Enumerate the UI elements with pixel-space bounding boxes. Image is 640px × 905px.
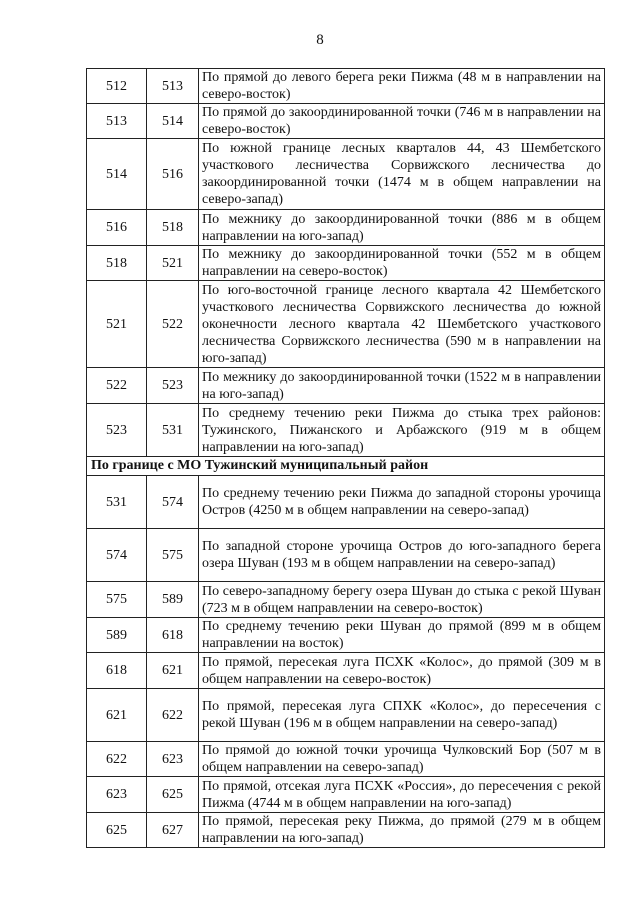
table-row: [87, 69, 605, 104]
boundary-description: По прямой до закоординированной точки (746 м в направлении на северо-восток): [199, 104, 605, 139]
table-row: [87, 742, 605, 777]
from-point: 512: [87, 69, 147, 104]
table-row: [87, 281, 605, 368]
from-point: 589: [87, 618, 147, 653]
to-point: 623: [147, 742, 199, 777]
from-point: 523: [87, 404, 147, 457]
from-point: 522: [87, 368, 147, 404]
boundary-description: По южной границе лесных кварталов 44, 43 Шембетского участкового лесничества Сорвижского лесничества до закоординированной точки (1474 м в общем направлении на северо-запад): [199, 139, 605, 210]
to-point: 513: [147, 69, 199, 104]
from-point: 531: [87, 476, 147, 529]
boundary-table: [86, 68, 605, 848]
boundary-description: По прямой, отсекая луга ПСХК «Россия», до пересечения с рекой Пижма (4744 м в общем направлении на юго-запад): [199, 777, 605, 813]
table-row: [87, 210, 605, 246]
from-point: 574: [87, 529, 147, 582]
to-point: 518: [147, 210, 199, 246]
to-point: 523: [147, 368, 199, 404]
section-header-row: [87, 457, 605, 476]
from-point: 623: [87, 777, 147, 813]
from-point: 518: [87, 246, 147, 281]
section-title: По границе с МО Тужинский муниципальный район: [87, 457, 605, 476]
to-point: 575: [147, 529, 199, 582]
from-point: 516: [87, 210, 147, 246]
to-point: 621: [147, 653, 199, 689]
table-row: [87, 582, 605, 618]
to-point: 589: [147, 582, 199, 618]
boundary-description: По юго-восточной границе лесного квартала 42 Шембетского участкового лесничества Сорвижского лесничества до южной оконечности лесного квартала 42 Шембетского участкового лесничества Сорвижского лесничества (590 м в направлении на юго-запад): [199, 281, 605, 368]
page-number: 8: [316, 32, 324, 48]
table-row: [87, 689, 605, 742]
boundary-description: По западной стороне урочища Остров до юго-западного берега озера Шуван (193 м в общем направлении на северо-запад): [199, 529, 605, 582]
to-point: 516: [147, 139, 199, 210]
to-point: 521: [147, 246, 199, 281]
boundary-description: По межнику до закоординированной точки (886 м в общем направлении на юго-запад): [199, 210, 605, 246]
to-point: 627: [147, 813, 199, 848]
from-point: 622: [87, 742, 147, 777]
to-point: 531: [147, 404, 199, 457]
table-row: [87, 104, 605, 139]
boundary-description: По среднему течению реки Шуван до прямой (899 м в общем направлении на восток): [199, 618, 605, 653]
table-row: [87, 618, 605, 653]
table-row: [87, 368, 605, 404]
boundary-description: По прямой до южной точки урочища Чулковский Бор (507 м в общем направлении на северо-запад): [199, 742, 605, 777]
table-row: [87, 813, 605, 848]
from-point: 621: [87, 689, 147, 742]
table-row: [87, 529, 605, 582]
from-point: 575: [87, 582, 147, 618]
table-row: [87, 653, 605, 689]
table-row: [87, 246, 605, 281]
boundary-description: По прямой до левого берега реки Пижма (48 м в направлении на северо-восток): [199, 69, 605, 104]
boundary-description: По межнику до закоординированной точки (1522 м в направлении на юго-запад): [199, 368, 605, 404]
to-point: 625: [147, 777, 199, 813]
from-point: 618: [87, 653, 147, 689]
to-point: 622: [147, 689, 199, 742]
table-row: [87, 139, 605, 210]
table-row: [87, 777, 605, 813]
from-point: 513: [87, 104, 147, 139]
to-point: 574: [147, 476, 199, 529]
boundary-description: По прямой, пересекая реку Пижма, до прямой (279 м в общем направлении на юго-запад): [199, 813, 605, 848]
boundary-description: По среднему течению реки Пижма до западной стороны урочища Остров (4250 м в общем направлении на северо-запад): [199, 476, 605, 529]
table-row: [87, 404, 605, 457]
to-point: 618: [147, 618, 199, 653]
from-point: 625: [87, 813, 147, 848]
boundary-description: По прямой, пересекая луга ПСХК «Колос», до прямой (309 м в общем направлении на северо-восток): [199, 653, 605, 689]
from-point: 514: [87, 139, 147, 210]
from-point: 521: [87, 281, 147, 368]
boundary-description: По межнику до закоординированной точки (552 м в общем направлении на северо-восток): [199, 246, 605, 281]
boundary-description: По северо-западному берегу озера Шуван до стыка с рекой Шуван (723 м в общем направлении на северо-восток): [199, 582, 605, 618]
boundary-description: По среднему течению реки Пижма до стыка трех районов: Тужинского, Пижанского и Арбажского (919 м в общем направлении на юго-запад): [199, 404, 605, 457]
table-row: [87, 476, 605, 529]
to-point: 522: [147, 281, 199, 368]
boundary-description: По прямой, пересекая луга СПХК «Колос», до пересечения с рекой Шуван (196 м в общем направлении на северо-запад): [199, 689, 605, 742]
to-point: 514: [147, 104, 199, 139]
